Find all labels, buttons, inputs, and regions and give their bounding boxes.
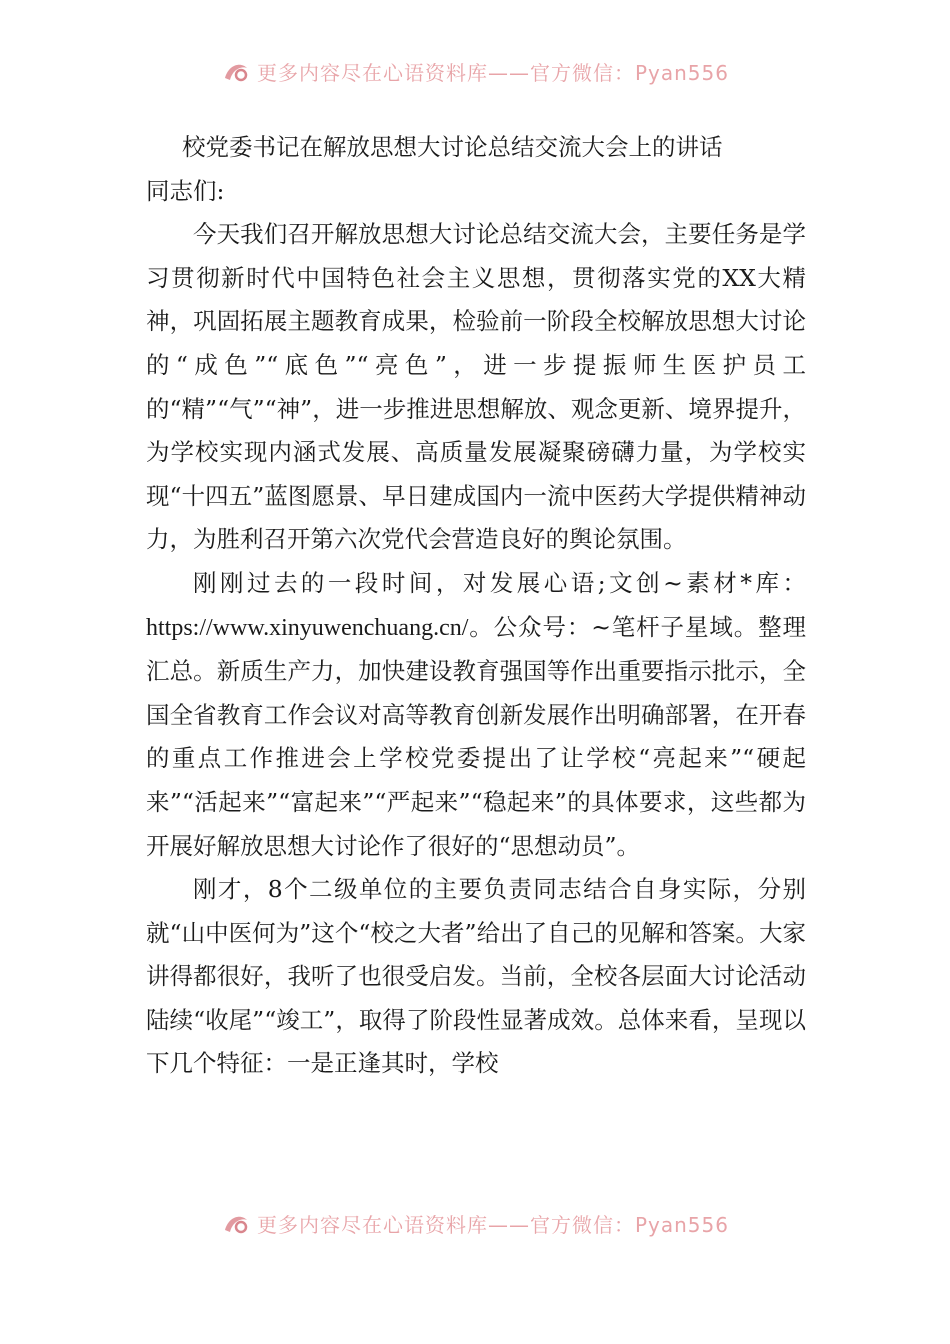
logo-icon: [221, 1210, 251, 1236]
source-url: https://www.xinyuwenchuang.cn/: [146, 614, 469, 641]
logo-icon: [221, 58, 251, 84]
watermark-banner-bottom: [0, 1206, 950, 1240]
paragraph-2-rest: 。公众号：~笔杆子星域。整理汇总。新质生产力，加快建设教育强国等作出重要指示批示，全国全省教育工作会议对高等教育创新发展作出明确部署，在开春的重点工作推进会上学校党委提出了让学校“亮起来”“硬起来”“活起来”“富起来”“严起来”“稳起来”的具体要求，这些都为开展好解放思想大讨论作了很好的“思想动员”。: [146, 612, 806, 860]
paragraph-1: 今天我们召开解放思想大讨论总结交流大会，主要任务是学习贯彻新时代中国特色社会主义思想，贯彻落实党的XX大精神，巩固拓展主题教育成果，检验前一阶段全校解放思想大讨论的“成色”“底色”“亮色”，进一步提振师生医护员工的“精”“气”“神”，进一步推进思想解放、观念更新、境界提升，为学校实现内涵式发展、高质量发展凝聚磅礴力量，为学校实现“十四五”蓝图愿景、早日建成国内一流中医药大学提供精神动力，为胜利召开第六次党代会营造良好的舆论氛围。: [146, 220, 806, 554]
watermark-text: 更多内容尽在心语资料库——官方微信：Pyan556: [256, 1212, 729, 1237]
paragraph-2-lead: 刚刚过去的一段时间，对发展心语;文创~素材*库：: [193, 568, 806, 597]
salutation: 同志们:: [146, 176, 225, 205]
document-title: 校党委书记在解放思想大讨论总结交流大会上的讲话: [182, 133, 723, 161]
document-body: [146, 126, 806, 1086]
watermark-text: 更多内容尽在心语资料库——官方微信：Pyan556: [256, 60, 729, 85]
paragraph-2: [146, 562, 806, 868]
paragraph-3: 刚才，8个二级单位的主要负责同志结合自身实际，分别就“山中医何为”这个“校之大者”给出了自己的见解和答案。大家讲得都很好，我听了也很受启发。当前，全校各层面大讨论活动陆续“收尾”“竣工”，取得了阶段性显著成效。总体来看，呈现以下几个特征：一是正逢其时，学校: [146, 875, 806, 1078]
watermark-banner-top: [0, 54, 950, 88]
